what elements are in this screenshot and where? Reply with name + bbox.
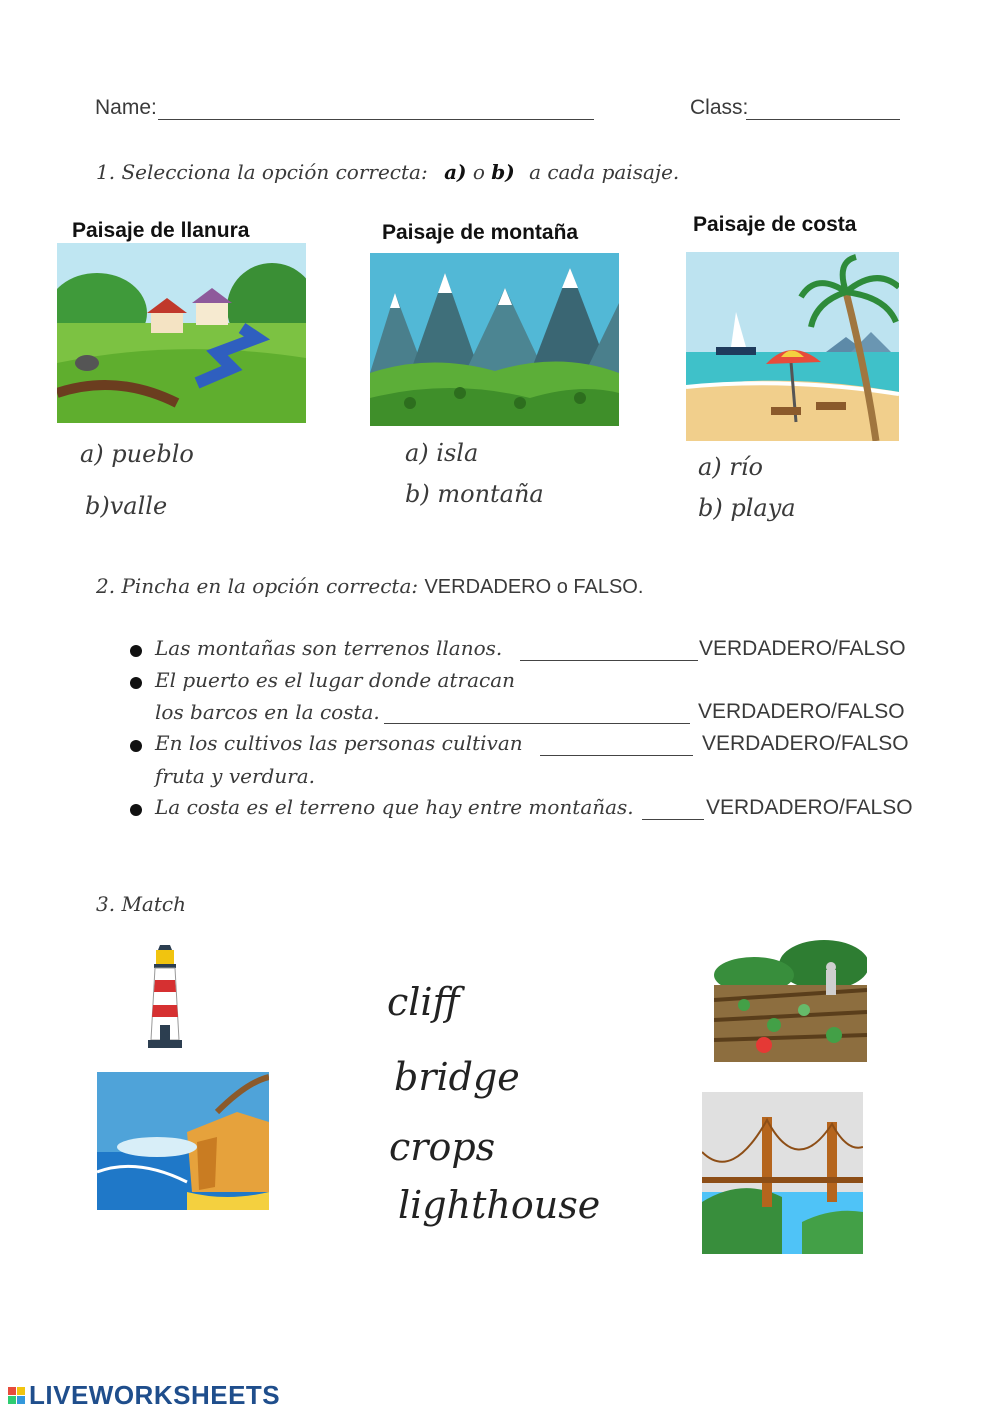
landscape-montana-option-a[interactable]: a) isla <box>405 439 479 467</box>
statement-1-text: Las montañas son terrenos llanos. <box>155 636 503 660</box>
class-field[interactable] <box>746 118 900 120</box>
plain-landscape-image <box>57 243 306 423</box>
cliff-image[interactable] <box>97 1072 269 1210</box>
lighthouse-image[interactable] <box>140 945 190 1048</box>
landscape-montana-option-b[interactable]: b) montaña <box>405 480 544 508</box>
landscape-llanura-option-b[interactable]: b)valle <box>85 492 168 520</box>
statement-2-answer[interactable]: VERDADERO/FALSO <box>698 700 905 723</box>
section3-title: 3. Match <box>96 892 186 916</box>
statement-4-line <box>642 818 704 820</box>
coast-landscape-image <box>686 252 899 441</box>
bullet-icon <box>130 677 142 689</box>
match-word-lighthouse[interactable]: lighthouse <box>398 1183 601 1227</box>
logo-text: LIVEWORKSHEETS <box>29 1380 281 1410</box>
statement-2-text-line1: El puerto es el lugar donde atracan <box>155 668 516 692</box>
section2-instruction-suffix: VERDADERO o FALSO. <box>424 576 644 598</box>
statement-3-text-line1: En los cultivos las personas cultivan <box>155 731 523 755</box>
name-field[interactable] <box>158 118 594 120</box>
connector-text: o <box>472 160 485 184</box>
bullet-icon <box>130 740 142 752</box>
statement-3-answer[interactable]: VERDADERO/FALSO <box>702 732 909 755</box>
statement-1-answer[interactable]: VERDADERO/FALSO <box>699 637 906 660</box>
landscape-llanura-option-a[interactable]: a) pueblo <box>80 440 194 468</box>
instruction-prefix: 1. Selecciona la opción correcta: <box>96 160 428 184</box>
statement-2-line <box>384 722 690 724</box>
option-b-label: b) <box>491 160 515 184</box>
landscape-title-llanura: Paisaje de llanura <box>72 219 250 242</box>
bullet-icon <box>130 804 142 816</box>
section1-instruction <box>96 160 679 184</box>
mountain-landscape-image <box>370 253 619 426</box>
bullet-icon <box>130 645 142 657</box>
class-label: Class: <box>690 96 749 119</box>
option-a-label: a) <box>444 160 467 184</box>
match-word-crops[interactable]: crops <box>389 1125 496 1169</box>
instruction-suffix: a cada paisaje. <box>529 160 680 184</box>
landscape-costa-option-a[interactable]: a) río <box>698 453 763 481</box>
statement-4-text: La costa es el terreno que hay entre montañas. <box>155 795 634 819</box>
statement-1-line <box>520 659 698 661</box>
landscape-title-montana: Paisaje de montaña <box>382 221 579 244</box>
statement-4-answer[interactable]: VERDADERO/FALSO <box>706 796 913 819</box>
statement-3-line <box>540 754 693 756</box>
match-word-cliff[interactable]: cliff <box>387 980 460 1024</box>
landscape-costa-option-b[interactable]: b) playa <box>698 494 796 522</box>
bridge-image[interactable] <box>702 1092 863 1254</box>
statement-2-text-line2: los barcos en la costa. <box>155 700 380 724</box>
liveworksheets-logo <box>8 1380 280 1411</box>
name-label: Name: <box>95 96 157 119</box>
match-word-bridge[interactable]: bridge <box>394 1055 520 1099</box>
landscape-title-costa: Paisaje de costa <box>693 213 857 236</box>
section2-instruction-prefix: 2. Pincha en la opción correcta: <box>96 574 419 598</box>
crops-image[interactable] <box>714 940 867 1062</box>
statement-3-text-line2: fruta y verdura. <box>155 764 316 788</box>
logo-mark-icon <box>8 1387 25 1404</box>
section2-instruction <box>96 574 643 599</box>
